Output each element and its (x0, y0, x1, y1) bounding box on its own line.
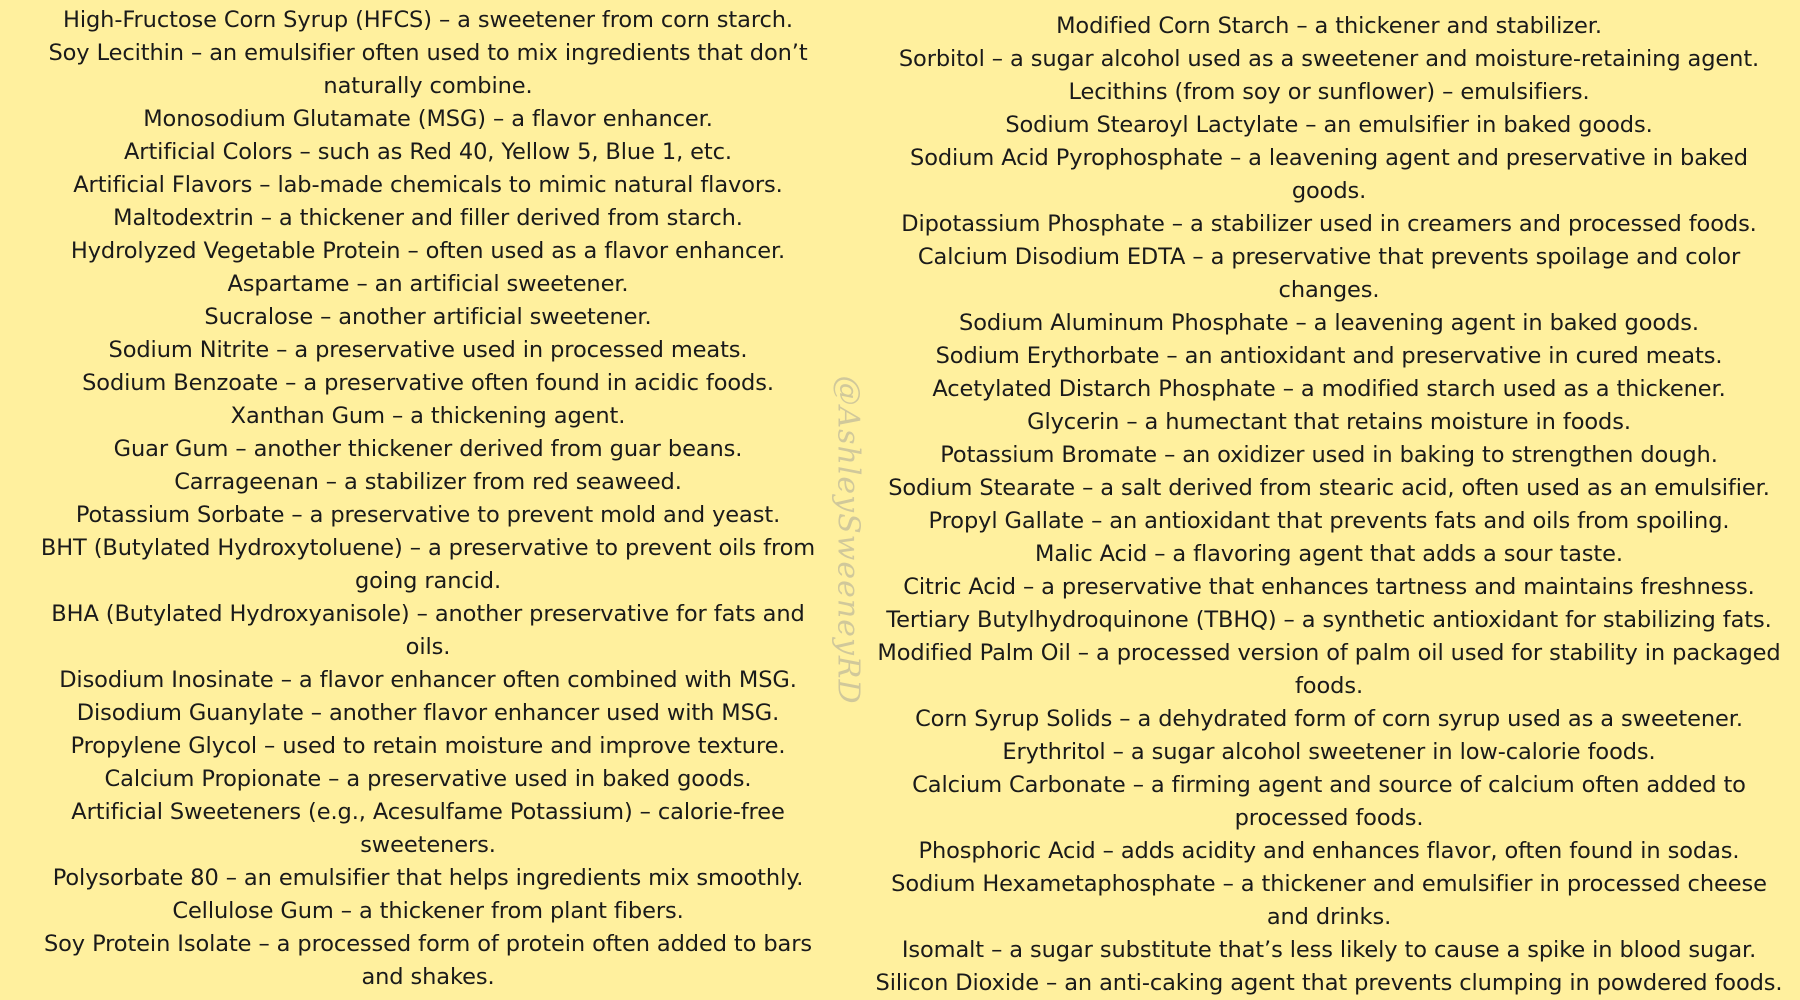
ingredient-item: Modified Corn Starch – a thickener and stabilizer. (1056, 13, 1602, 39)
ingredient-item: Aspartame – an artificial sweetener. (227, 271, 629, 297)
ingredient-item: Lecithins (from soy or sunflower) – emulsifiers. (1068, 79, 1590, 105)
ingredient-item: Sodium Erythorbate – an antioxidant and preservative in cured meats. (935, 343, 1723, 369)
ingredient-item: Cellulose Gum – a thickener from plant fibers. (172, 898, 684, 924)
ingredient-item: Sucralose – another artificial sweetener. (204, 304, 652, 330)
ingredient-item: Maltodextrin – a thickener and filler derived from starch. (113, 205, 743, 231)
ingredient-item: Corn Syrup Solids – a dehydrated form of corn syrup used as a sweetener. (915, 706, 1743, 732)
ingredient-item: Sodium Acid Pyrophosphate – a leavening agent and preservative in baked goods. (910, 145, 1748, 204)
ingredient-item: Propylene Glycol – used to retain moisture and improve texture. (70, 733, 786, 759)
ingredient-item: Artificial Sweeteners (e.g., Acesulfame Potassium) – calorie-free sweeteners. (71, 799, 785, 858)
ingredient-item: Sorbitol – a sugar alcohol used as a sweetener and moisture-retaining agent. (898, 46, 1760, 72)
ingredient-item: Propyl Gallate – an antioxidant that prevents fats and oils from spoiling. (928, 508, 1730, 534)
ingredient-item: Erythritol – a sugar alcohol sweetener in low-calorie foods. (1002, 739, 1656, 765)
ingredient-item: Sodium Aluminum Phosphate – a leavening agent in baked goods. (959, 310, 1699, 336)
ingredient-item: Modified Palm Oil – a processed version of palm oil used for stability in packaged foods. (877, 640, 1781, 699)
ingredient-item: Dipotassium Phosphate – a stabilizer used in creamers and processed foods. (901, 211, 1757, 237)
ingredient-item: Hydrolyzed Vegetable Protein – often used as a flavor enhancer. (70, 238, 786, 264)
ingredient-item: Xanthan Gum – a thickening agent. (230, 403, 626, 429)
ingredient-item: Calcium Carbonate – a firming agent and source of calcium often added to processed foods. (912, 772, 1746, 831)
ingredient-item: Artificial Colors – such as Red 40, Yellow 5, Blue 1, etc. (124, 139, 732, 165)
ingredient-item: Sodium Nitrite – a preservative used in processed meats. (108, 337, 748, 363)
ingredient-item: Soy Protein Isolate – a processed form of protein often added to bars and shakes. (43, 931, 813, 990)
ingredient-item: Artificial Flavors – lab-made chemicals to mimic natural flavors. (73, 172, 783, 198)
ingredient-item: Potassium Sorbate – a preservative to prevent mold and yeast. (75, 502, 781, 528)
ingredient-item: Sodium Hexametaphosphate – a thickener and emulsifier in processed cheese and drinks. (891, 871, 1767, 930)
ingredient-item: Guar Gum – another thickener derived from guar beans. (113, 436, 743, 462)
ingredient-item: Glycerin – a humectant that retains moisture in foods. (1027, 409, 1631, 435)
ingredient-item: Malic Acid – a flavoring agent that adds a sour taste. (1035, 541, 1623, 567)
ingredient-item: Polysorbate 80 – an emulsifier that helps ingredients mix smoothly. (52, 865, 804, 891)
ingredient-item: Citric Acid – a preservative that enhances tartness and maintains freshness. (903, 574, 1755, 600)
ingredient-item: High-Fructose Corn Syrup (HFCS) – a sweetener from corn starch. (63, 7, 793, 33)
ingredient-item: Tertiary Butylhydroquinone (TBHQ) – a synthetic antioxidant for stabilizing fats. (886, 607, 1772, 633)
left-ingredient-list (38, 4, 818, 994)
ingredient-item: Phosphoric Acid – adds acidity and enhances flavor, often found in sodas. (918, 838, 1740, 864)
ingredient-item: Sodium Benzoate – a preservative often found in acidic foods. (82, 370, 774, 396)
ingredient-item: Isomalt – a sugar substitute that’s less likely to cause a spike in blood sugar. (901, 937, 1757, 963)
author-watermark: @AshleySweeneyRD (830, 375, 866, 705)
ingredient-item: Disodium Inosinate – a flavor enhancer often combined with MSG. (59, 667, 797, 693)
ingredient-item: Sodium Stearoyl Lactylate – an emulsifier in baked goods. (1005, 112, 1653, 138)
ingredient-item: Sodium Stearate – a salt derived from stearic acid, often used as an emulsifier. (888, 475, 1770, 501)
ingredient-item: Acetylated Distarch Phosphate – a modified starch used as a thickener. (932, 376, 1726, 402)
ingredient-item: BHT (Butylated Hydroxytoluene) – a preservative to prevent oils from going rancid. (40, 535, 816, 594)
ingredient-item: Calcium Disodium EDTA – a preservative that prevents spoilage and color changes. (917, 244, 1741, 303)
ingredient-item: Calcium Propionate – a preservative used in baked goods. (104, 766, 752, 792)
ingredient-item: Monosodium Glutamate (MSG) – a flavor enhancer. (143, 106, 713, 132)
ingredient-item: Carrageenan – a stabilizer from red seaweed. (174, 469, 682, 495)
ingredient-item: Silicon Dioxide – an anti-caking agent that prevents clumping in powdered foods. (875, 970, 1783, 996)
right-ingredient-list (872, 10, 1786, 1000)
ingredient-item: Soy Lecithin – an emulsifier often used to mix ingredients that don’t naturally combine. (48, 40, 808, 99)
ingredient-item: Disodium Guanylate – another flavor enhancer used with MSG. (76, 700, 780, 726)
ingredient-item: Potassium Bromate – an oxidizer used in baking to strengthen dough. (940, 442, 1718, 468)
ingredient-item: BHA (Butylated Hydroxyanisole) – another preservative for fats and oils. (51, 601, 805, 660)
